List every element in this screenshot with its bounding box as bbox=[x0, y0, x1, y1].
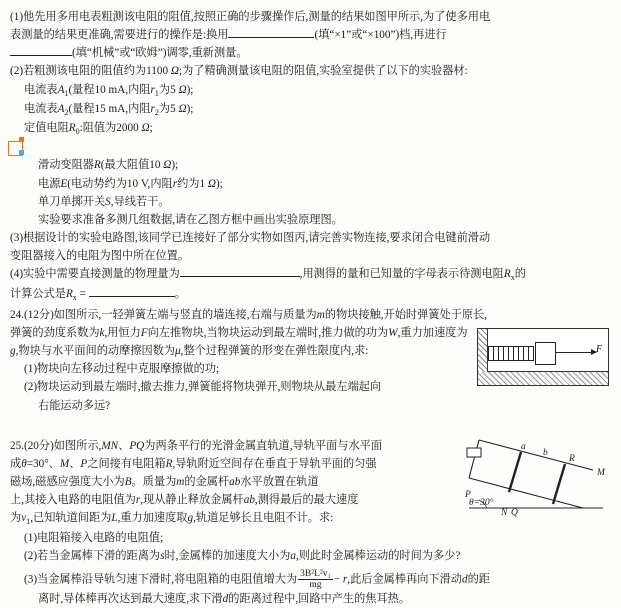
label-P: P bbox=[465, 490, 471, 500]
spring-block-figure bbox=[477, 328, 609, 386]
question-23-part-4: (4)实验中需要直接测量的物理量为 ,用测得的量和已知量的字母表示待测电阻$R_x$的 计算公式是$R_x$ = 。 bbox=[10, 268, 526, 302]
fraction-denominator: mg bbox=[309, 580, 322, 591]
question-23-equipment-others: 滑动变阻器R(最大阻值10 Ω); 电源E(电动势约为10 V,内阻r约为1 Ω); 单刀单掷开关S,导线若干。 实验要求准备多测几组数据,请在乙图方框中画出实验原理图。 bbox=[38, 159, 343, 226]
question-23-part-1: (1)他先用多用电表粗测该电阻的阻值,按照正确的步骤操作后,测量的结果如图甲所示,为了使多用电 表测量的结果更准确,需要进行的操作是:换用 (填“×1”或“×100”)档,再进行 (填“机械”或“欧姆”)调零,重新测量。 bbox=[10, 11, 491, 60]
label-M: M bbox=[597, 468, 605, 478]
block-mass bbox=[535, 342, 556, 365]
inclined-rails-figure bbox=[465, 430, 615, 516]
label-Q: Q bbox=[511, 508, 518, 518]
label-R: R bbox=[569, 454, 575, 464]
force-label: F bbox=[596, 344, 603, 355]
blank-range bbox=[228, 37, 314, 38]
color-swatch-icon bbox=[8, 137, 28, 157]
question-24: 24.(12分)如图所示,一轻弹簧左端与竖直的墙连接,右端与质量为m的物块接触,开始时弹簧处于原长, 弹簧的劲度系数为k,用恒力F向左推物块,当物块运动到最左端时,推力做的功为W,重力加速度为 g,物块与水平面间的动摩擦因数为μ,整个过程弹簧的形变在弹性限度内,求: bbox=[10, 308, 488, 358]
question-25-sub-3: (3)当金属棒沿导轨匀速下滑时,将电阻箱的电阻值增大为 $\frac{\text{3B²L²v₁}}{mg}$ − r,此后金属棒再向下滑动d的距 离时,导体棒再次达到最大速度,求下滑d的距离过程中,回路中产生的焦耳热。 bbox=[24, 568, 490, 606]
blank-formula bbox=[89, 296, 175, 297]
label-b: b bbox=[543, 448, 548, 458]
question-25-sub-2: (2)若当金属棒下滑的距离为s时,金属棒的加速度大小为a,则此时金属棒运动的时间为多少? bbox=[24, 549, 461, 562]
wall-hatching bbox=[478, 329, 488, 372]
label-N: N bbox=[501, 508, 508, 518]
label-theta: θ=30° bbox=[469, 498, 494, 508]
force-arrow bbox=[556, 352, 596, 353]
question-25-sub-1: (1)电阻箱接入电路的电阻值; bbox=[24, 531, 164, 544]
fraction-numerator: 3B²L²v₁ bbox=[300, 568, 331, 579]
swatch-dot-blue bbox=[19, 150, 24, 155]
question-23-part-2: (2)若粗测该电阻的阻值约为1100 Ω;为了精确测量该电阻的阻值,实验室提供了以下的实验器材: bbox=[10, 65, 468, 78]
blank-measured-quantity bbox=[180, 276, 300, 277]
question-24-sub-2: (2)物块运动到最左端时,撤去推力,弹簧能将物块弹开,则物块从最左端起向 右能运动多远? bbox=[24, 381, 382, 412]
question-24-sub-1: (1)物块向左移动过程中克服摩擦做的功; bbox=[24, 363, 220, 376]
question-23-part-3: (3)根据设计的实验电路图,该同学已连接好了部分实物如图丙,请完善实物连接,要求闭合电键前滑动 变阻器接入的电阻为图中所在位置。 bbox=[10, 231, 491, 263]
label-a: a bbox=[521, 442, 526, 452]
spring-coil bbox=[488, 346, 534, 361]
blank-zeroing bbox=[10, 55, 72, 56]
question-25: 25.(20分)如图所示,MN、PQ为两条平行的光滑金属直轨道,导轨平面与水平面 成θ=30°、M、P之间接有电阻箱R,导轨附近空间存在垂直于导轨平面的匀强 磁场,磁感应强度大小为B。质量为m的金属杆ab水平放置在轨道 上,其接入电路的电阻值为r,现从静止释放金属杆ab,测得最后的最大速度 为$v_1$,已知轨道间距为L,重力加速度取g,轨道足够长且电阻不计。求: bbox=[10, 439, 383, 527]
question-23-equipment-meters: 电流表$A_1$(量程10 mA,内阻$r_1$为5 Ω); 电流表$A_2$(量程15 mA,内阻$r_2$为5 Ω); 定值电阻$R_0$:阻值为2000 Ω; bbox=[24, 83, 194, 137]
fraction-expression bbox=[298, 569, 333, 591]
